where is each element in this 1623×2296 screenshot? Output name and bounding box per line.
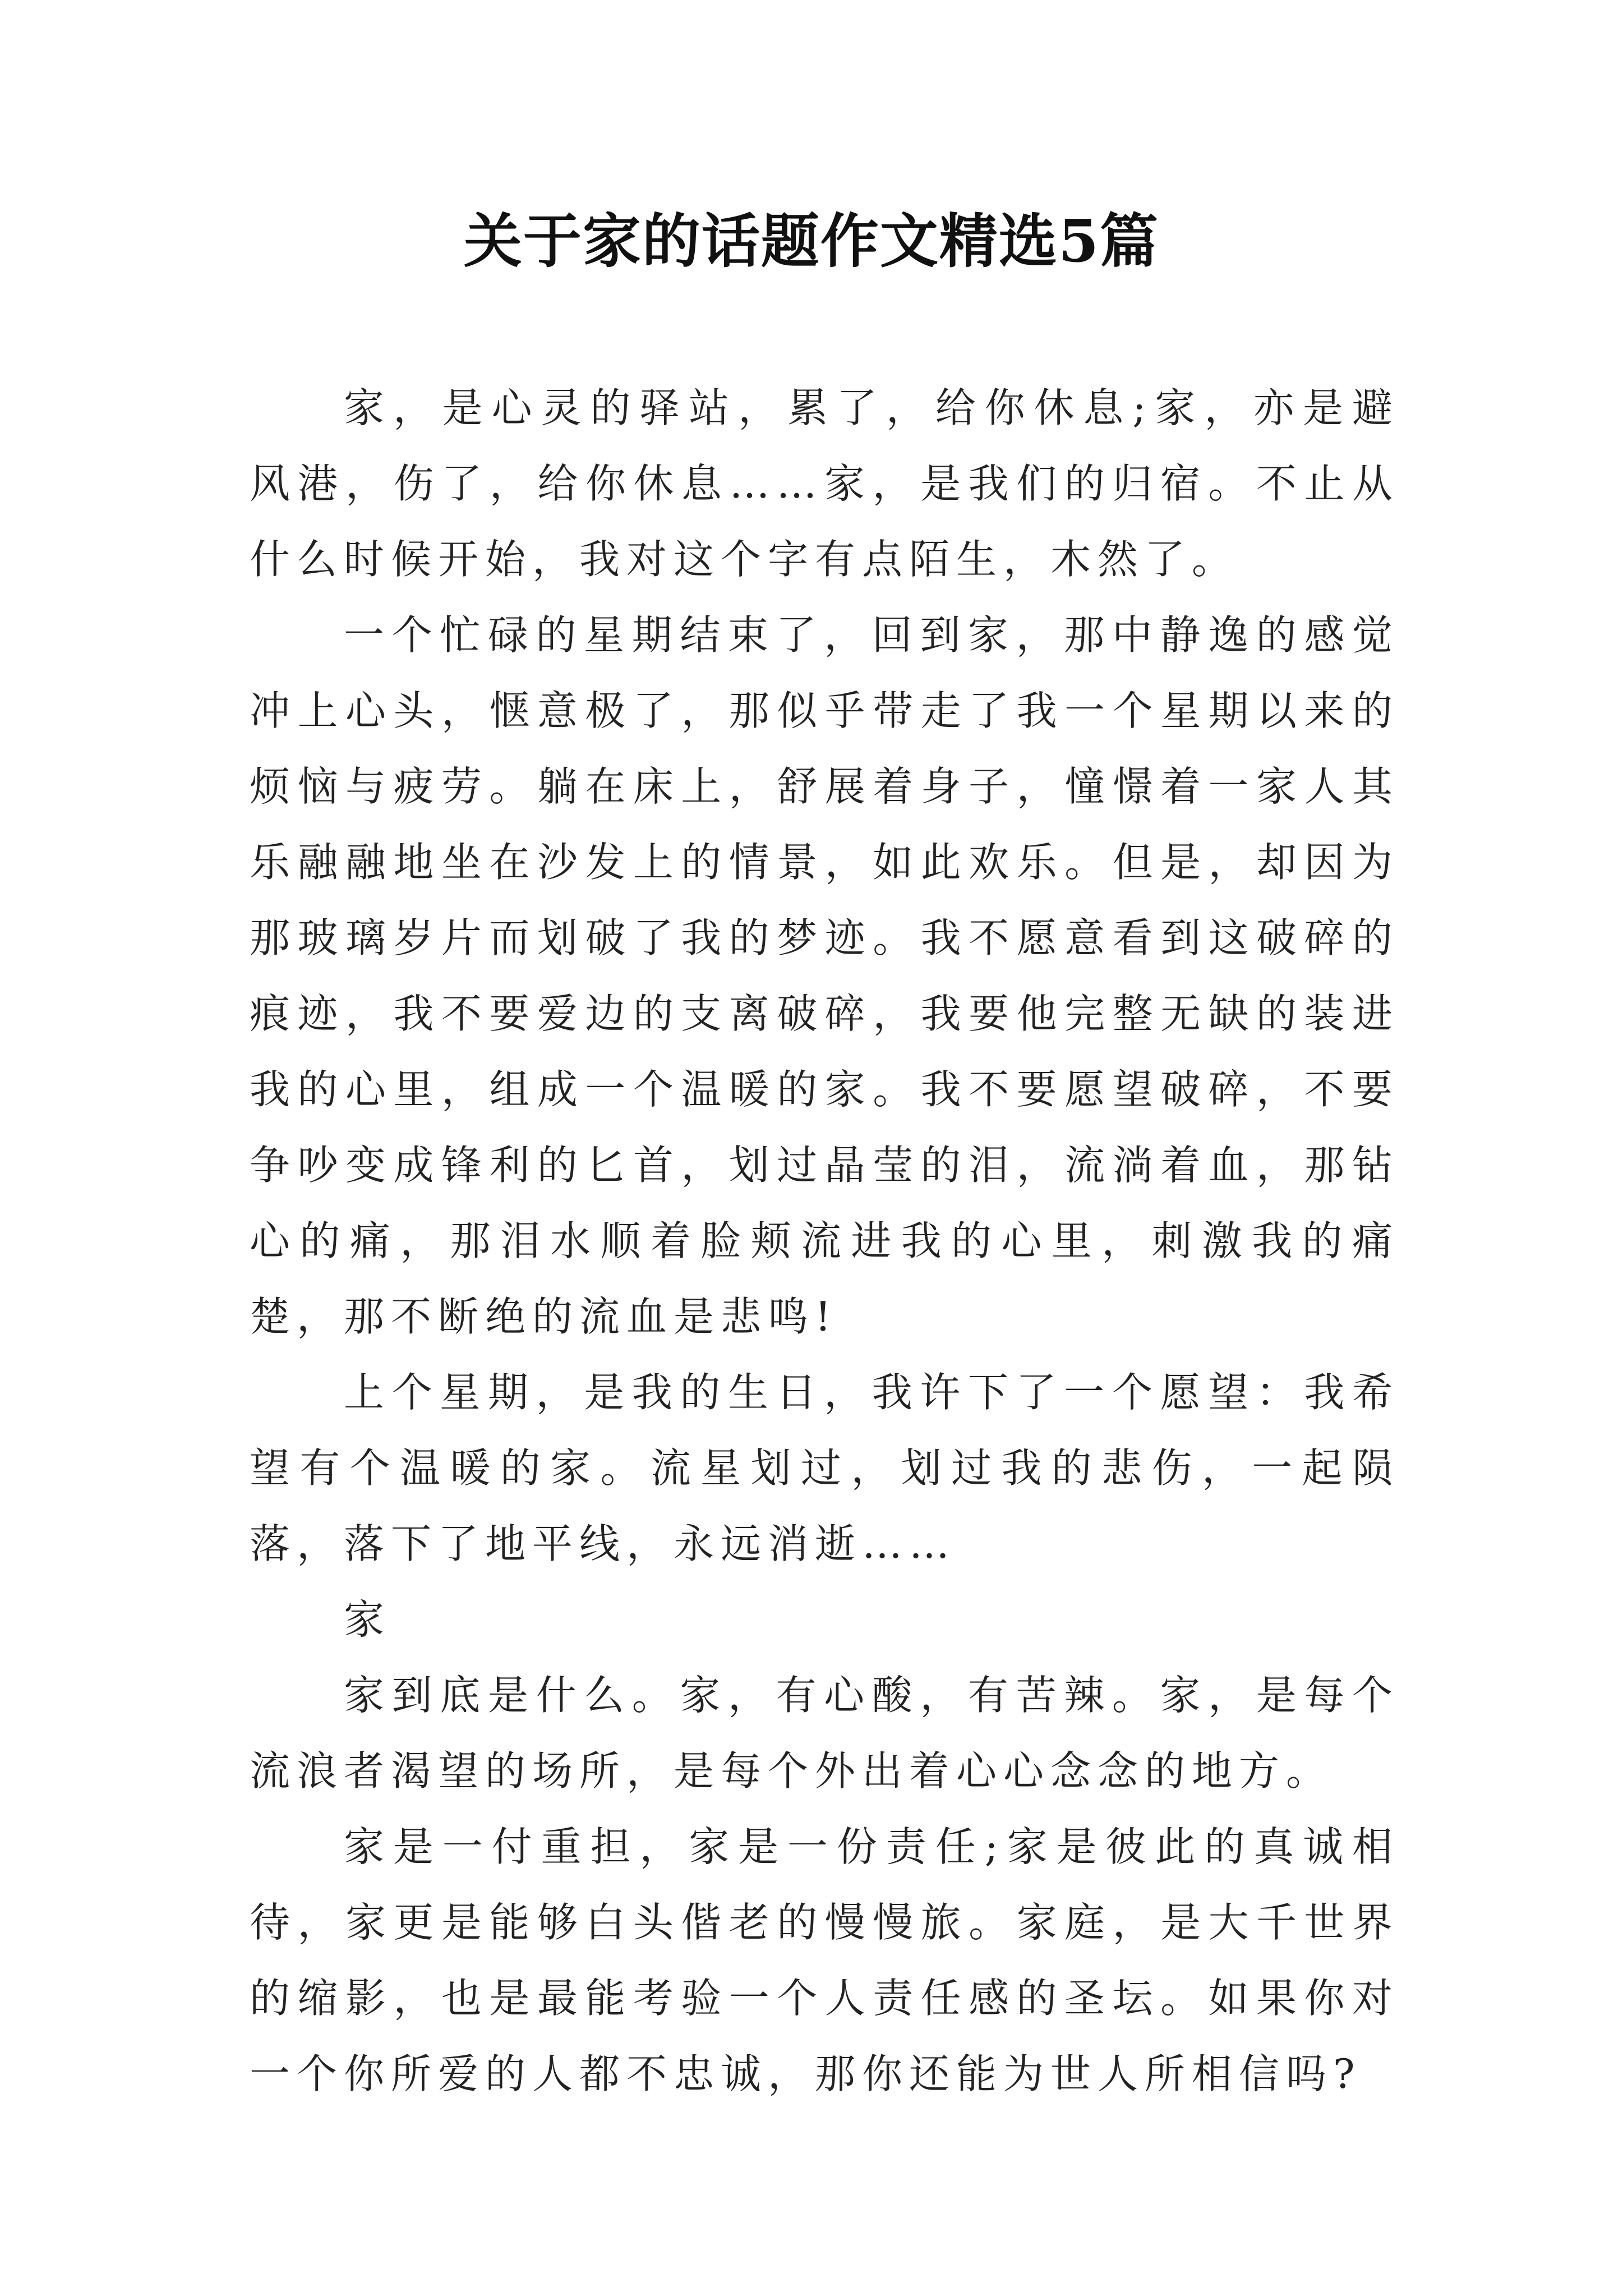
paragraph-2: 一个忙碌的星期结束了，回到家，那中静逸的感觉冲上心头，惬意极了，那似乎带走了我一个星期以来的烦恼与疲劳。躺在床上，舒展着身子，憧憬着一家人其乐融融地坐在沙发上的情景，如此欢乐。但是，却因为那玻璃岁片而划破了我的梦迹。我不愿意看到这破碎的痕迹，我不要爱边的支离破碎，我要他完整无缺的装进我的心里，组成一个温暖的家。我不要愿望破碎，不要争吵变成锋利的匕首，划过晶莹的泪，流淌着血，那钻心的痛，那泪水顺着脸颊流进我的心里，刺激我的痛楚，那不断绝的流血是悲鸣! [250,611,1399,1340]
paragraph-6: 家是一付重担，家是一份责任;家是彼此的真诚相待，家更是能够白头偕老的慢慢旅。家庭，是大千世界的缩影，也是最能考验一个人责任感的圣坛。如果你对一个你所爱的人都不忠诚，那你还能为世人所相信吗? [250,1823,1399,2097]
paragraph-5: 家到底是什么。家，有心酸，有苦辣。家，是每个流浪者渴望的场所，是每个外出着心心念念的地方。 [250,1672,1399,1795]
paragraph-3: 上个星期，是我的生日，我许下了一个愿望：我希望有个温暖的家。流星划过，划过我的悲伤，一起陨落，落下了地平线，永远消逝…… [250,1369,1399,1567]
paragraph-4-heading: 家 [344,1596,391,1643]
document-title: 关于家的话题作文精选5篇 [463,206,1160,275]
document-body [250,370,1399,2112]
paragraph-1: 家，是心灵的驿站，累了，给你休息;家，亦是避风港，伤了，给你休息……家，是我们的归宿。不止从什么时候开始，我对这个字有点陌生，木然了。 [250,384,1399,583]
